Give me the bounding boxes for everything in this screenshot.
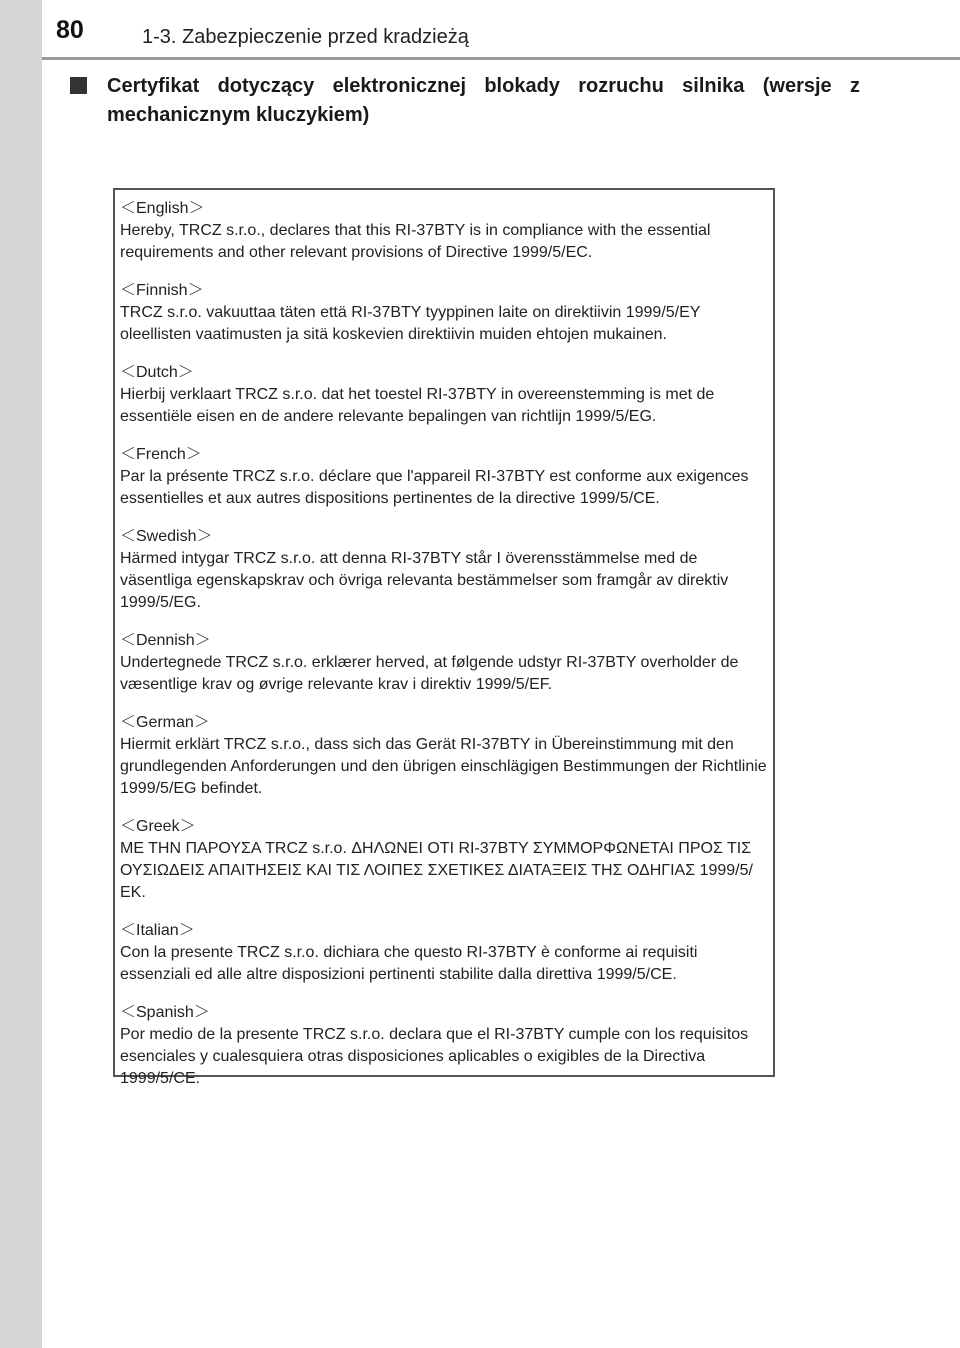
- side-strip: [0, 0, 42, 1348]
- declaration-block-spanish: [120, 1002, 769, 1090]
- declaration-text: Par la présente TRCZ s.r.o. déclare que l'appareil RI-37BTY est conforme aux exigences essentielles et aux autres dispositions pertinentes de la directive 1999/5/CE.: [120, 468, 749, 507]
- certificate-box: [113, 188, 775, 1087]
- language-label: ＜Spanish＞: [120, 1004, 210, 1021]
- declaration-text: Con la presente TRCZ s.r.o. dichiara che questo RI-37BTY è conforme ai requisiti essenziali ed alle altre disposizioni pertinenti stabilite dalla direttiva 1999/5/CE.: [120, 944, 698, 983]
- language-label: ＜French＞: [120, 446, 202, 463]
- language-label: ＜Greek＞: [120, 818, 196, 835]
- declaration-text: TRCZ s.r.o. vakuuttaa täten että RI-37BTY tyyppinen laite on direktiivin 1999/5/EY oleellisten vaatimusten ja sitä koskevien direktiivin muiden ehtojen mukainen.: [120, 304, 701, 343]
- section-heading-text: Certyfikat dotyczący elektronicznej blokady rozruchu silnika (wersje z mechanicznym kluczykiem): [107, 75, 860, 126]
- declaration-block-italian: [120, 920, 769, 986]
- language-label: ＜German＞: [120, 714, 210, 731]
- declaration-block-german: [120, 712, 769, 800]
- header-divider: [42, 57, 960, 60]
- language-label: ＜Italian＞: [120, 922, 195, 939]
- page-number: 80: [56, 16, 84, 44]
- declaration-block-danish: [120, 630, 769, 696]
- declaration-block-dutch: [120, 362, 769, 428]
- declaration-block-french: [120, 444, 769, 510]
- declaration-text: Undertegnede TRCZ s.r.o. erklærer herved, at følgende udstyr RI-37BTY overholder de væsentlige krav og øvrige relevante krav i direktiv 1999/5/EF.: [120, 654, 739, 693]
- language-label: ＜Dennish＞: [120, 632, 211, 649]
- declaration-block-finnish: [120, 280, 769, 346]
- section-heading: [70, 72, 860, 130]
- square-bullet-icon: [70, 77, 87, 94]
- declaration-block-swedish: [120, 526, 769, 614]
- declaration-text: Hierbij verklaart TRCZ s.r.o. dat het toestel RI-37BTY in overeenstemming is met de essentiële eisen en de andere relevante bepalingen van richtlijn 1999/5/EG.: [120, 386, 715, 425]
- declaration-text: Hereby, TRCZ s.r.o., declares that this RI-37BTY is in compliance with the essential requirements and other relevant provisions of Directive 1999/5/EC.: [120, 222, 711, 261]
- declaration-block-english: [120, 198, 769, 264]
- declaration-text: ΜΕ ΤΗΝ ΠΑΡΟΥΣΑ TRCZ s.r.o. ΔΗΛΩΝΕΙ ΟΤΙ RI-37BTY ΣΥΜΜΟΡΦΩΝΕΤΑΙ ΠΡΟΣ ΤΙΣ ΟΥΣΙΩΔΕΙΣ ΑΠΑΙΤΗΣΕΙΣ ΚΑΙ ΤΙΣ ΛΟΙΠΕΣ ΣΧΕΤΙΚΕΣ ΔΙΑΤΑΞΕΙΣ ΤΗΣ ΟΔΗΓΙΑΣ 1999/5/ΕΚ.: [120, 840, 753, 901]
- language-label: ＜Swedish＞: [120, 528, 213, 545]
- language-label: ＜Finnish＞: [120, 282, 204, 299]
- declaration-block-greek: [120, 816, 769, 904]
- declaration-text: Por medio de la presente TRCZ s.r.o. declara que el RI-37BTY cumple con los requisitos esenciales y cualesquiera otras disposiciones aplicables o exigibles de la Directiva 1999/5/CE.: [120, 1026, 749, 1087]
- language-label: ＜Dutch＞: [120, 364, 194, 381]
- declaration-text: Hiermit erklärt TRCZ s.r.o., dass sich das Gerät RI-37BTY in Übereinstimmung mit den grundlegenden Anforderungen und den übrigen einschlägigen Bestimmungen der Richtlinie 1999/5/EG befindet.: [120, 736, 767, 797]
- language-label: ＜English＞: [120, 200, 205, 217]
- declaration-text: Härmed intygar TRCZ s.r.o. att denna RI-37BTY står I överensstämmelse med de väsentliga egenskapskrav och övriga relevanta bestämmelser som framgår av direktiv 1999/5/EG.: [120, 550, 729, 611]
- page-header: [42, 0, 960, 58]
- chapter-title: 1-3. Zabezpieczenie przed kradzieżą: [142, 26, 469, 48]
